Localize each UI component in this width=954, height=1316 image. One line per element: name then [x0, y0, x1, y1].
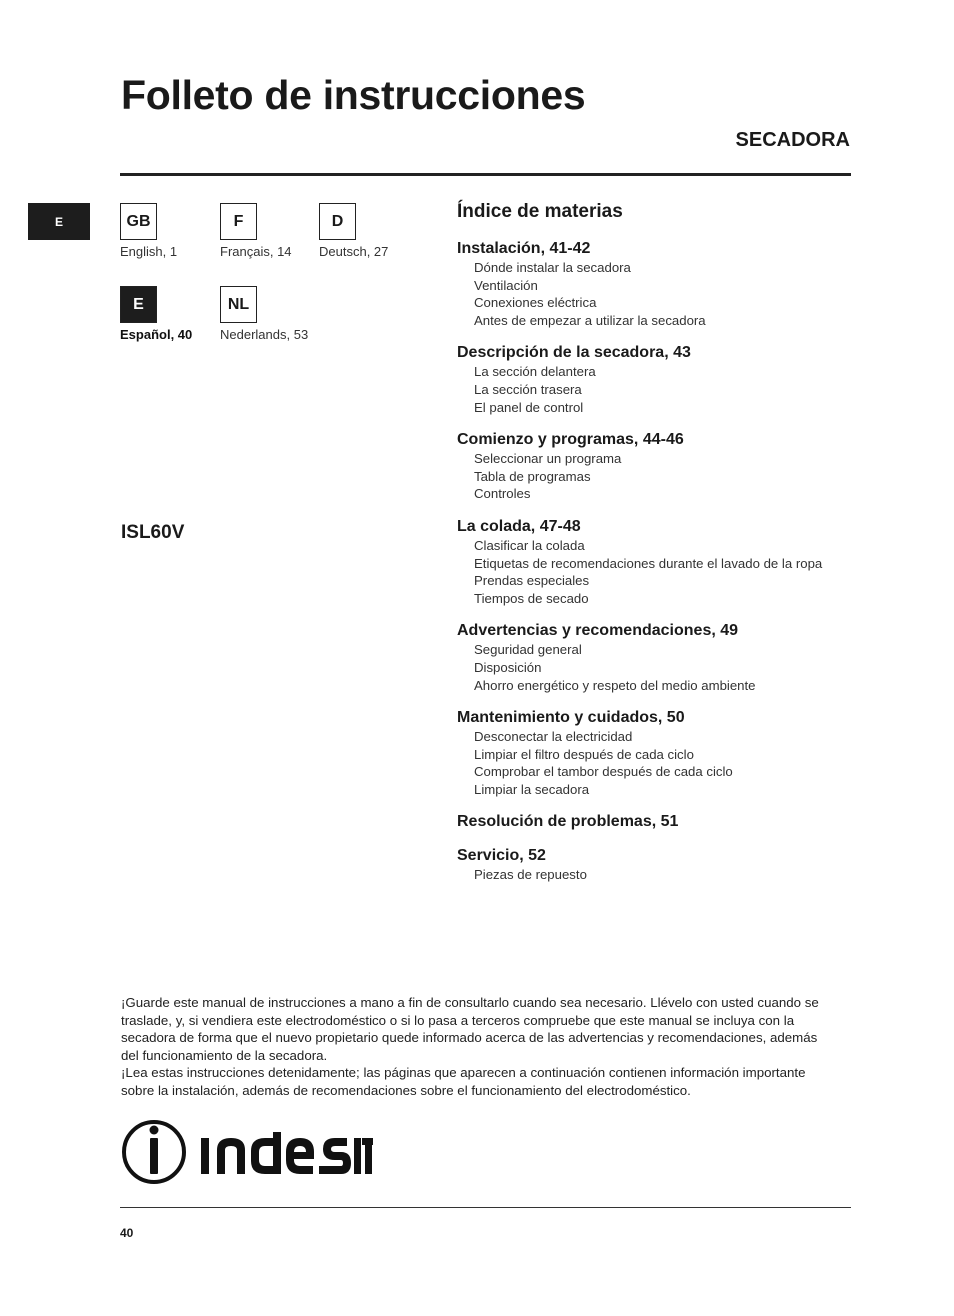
- toc-section-maintenance: [457, 708, 857, 798]
- top-divider: [120, 173, 851, 176]
- bottom-divider: [120, 1207, 851, 1208]
- language-e[interactable]: [120, 286, 230, 342]
- toc-item[interactable]: Limpiar la secadora: [474, 781, 590, 797]
- toc-section-title[interactable]: Resolución de problemas, 51: [457, 813, 679, 831]
- intro-notes: [121, 994, 821, 1099]
- toc-item[interactable]: Clasificar la colada: [474, 537, 585, 553]
- language-code-d[interactable]: D: [319, 203, 356, 240]
- language-label-e: Español, 40: [120, 327, 193, 342]
- toc-item[interactable]: Disposición: [474, 659, 542, 675]
- page-title: Folleto de instrucciones: [121, 72, 586, 118]
- toc-item[interactable]: Controles: [474, 486, 531, 502]
- indesit-logo: [121, 1116, 373, 1188]
- toc-item[interactable]: La sección trasera: [474, 381, 582, 397]
- toc-item[interactable]: Desconectar la electricidad: [474, 729, 633, 745]
- toc-item[interactable]: Tabla de programas: [474, 468, 591, 484]
- note-keep-manual: ¡Guarde este manual de instrucciones a mano a fin de consultarlo cuando sea necesario. Llévelo con usted cuando se traslade, y, si vendiera este electrodoméstico o si lo pasa a terceros compruebe que este manual se incluya con la secadora de forma que el nuevo propietario quede informado acerca de las advertencias y recomendaciones, además del funcionamiento de la secadora.: [121, 995, 819, 1063]
- language-gb[interactable]: [120, 203, 230, 259]
- language-code-nl[interactable]: NL: [220, 286, 257, 323]
- toc-item[interactable]: Dónde instalar la secadora: [474, 260, 631, 275]
- language-label-d: Deutsch, 27: [319, 244, 389, 259]
- toc-item[interactable]: Conexiones eléctrica: [474, 295, 597, 311]
- toc-item[interactable]: Seguridad general: [474, 642, 582, 658]
- toc-section-warnings: [457, 621, 857, 694]
- language-d[interactable]: [319, 203, 429, 259]
- language-f[interactable]: [220, 203, 330, 259]
- toc-item[interactable]: Ventilación: [474, 277, 538, 293]
- toc-item[interactable]: Limpiar el filtro después de cada ciclo: [474, 746, 694, 762]
- toc-item[interactable]: Prendas especiales: [474, 573, 590, 589]
- toc-section-title[interactable]: Servicio, 52: [457, 847, 546, 865]
- toc-section-troubleshooting: [457, 812, 857, 832]
- language-nl[interactable]: [220, 286, 330, 342]
- toc-section-title[interactable]: Advertencias y recomendaciones, 49: [457, 622, 739, 640]
- language-label-gb: English, 1: [120, 244, 178, 259]
- toc-section-title[interactable]: Comienzo y programas, 44-46: [457, 431, 684, 449]
- toc-section-title[interactable]: Descripción de la secadora, 43: [457, 344, 691, 362]
- toc-section-installation: [457, 239, 857, 329]
- toc-item[interactable]: Ahorro energético y respeto del medio ambiente: [474, 677, 756, 693]
- toc-item[interactable]: Seleccionar un programa: [474, 451, 622, 467]
- language-code-gb[interactable]: GB: [120, 203, 157, 240]
- toc-section-description: [457, 343, 857, 416]
- language-label-f: Français, 14: [220, 244, 292, 259]
- toc-section-programs: [457, 430, 857, 503]
- model-number: ISL60V: [121, 522, 185, 543]
- toc-item[interactable]: Piezas de repuesto: [474, 867, 587, 883]
- language-code-f[interactable]: F: [220, 203, 257, 240]
- page-number: 40: [120, 1226, 134, 1240]
- note-read-carefully: ¡Lea estas instrucciones detenidamente; las páginas que aparecen a continuación contienen información importante sobre la instalación, además de recomendaciones sobre el funcionamiento del electrodoméstico.: [121, 1065, 806, 1098]
- toc-section-title[interactable]: La colada, 47-48: [457, 517, 581, 535]
- product-type: SECADORA: [735, 129, 850, 151]
- toc-item[interactable]: Etiquetas de recomendaciones durante el lavado de la ropa: [474, 555, 823, 571]
- toc-item[interactable]: La sección delantera: [474, 364, 596, 380]
- toc-heading: Índice de materias: [457, 201, 623, 222]
- toc-section-title[interactable]: Instalación, 41-42: [457, 240, 591, 257]
- toc-section-service: [457, 846, 857, 884]
- toc-section-title[interactable]: Mantenimiento y cuidados, 50: [457, 709, 685, 727]
- language-code-e[interactable]: E: [120, 286, 157, 323]
- language-side-tab: E: [28, 203, 90, 240]
- toc-item[interactable]: El panel de control: [474, 399, 584, 415]
- table-of-contents: [457, 199, 857, 898]
- language-label-nl: Nederlands, 53: [220, 327, 309, 342]
- toc-item[interactable]: Antes de empezar a utilizar la secadora: [474, 312, 706, 328]
- toc-section-laundry: [457, 517, 857, 607]
- toc-item[interactable]: Tiempos de secado: [474, 590, 589, 606]
- toc-item[interactable]: Comprobar el tambor después de cada ciclo: [474, 764, 733, 780]
